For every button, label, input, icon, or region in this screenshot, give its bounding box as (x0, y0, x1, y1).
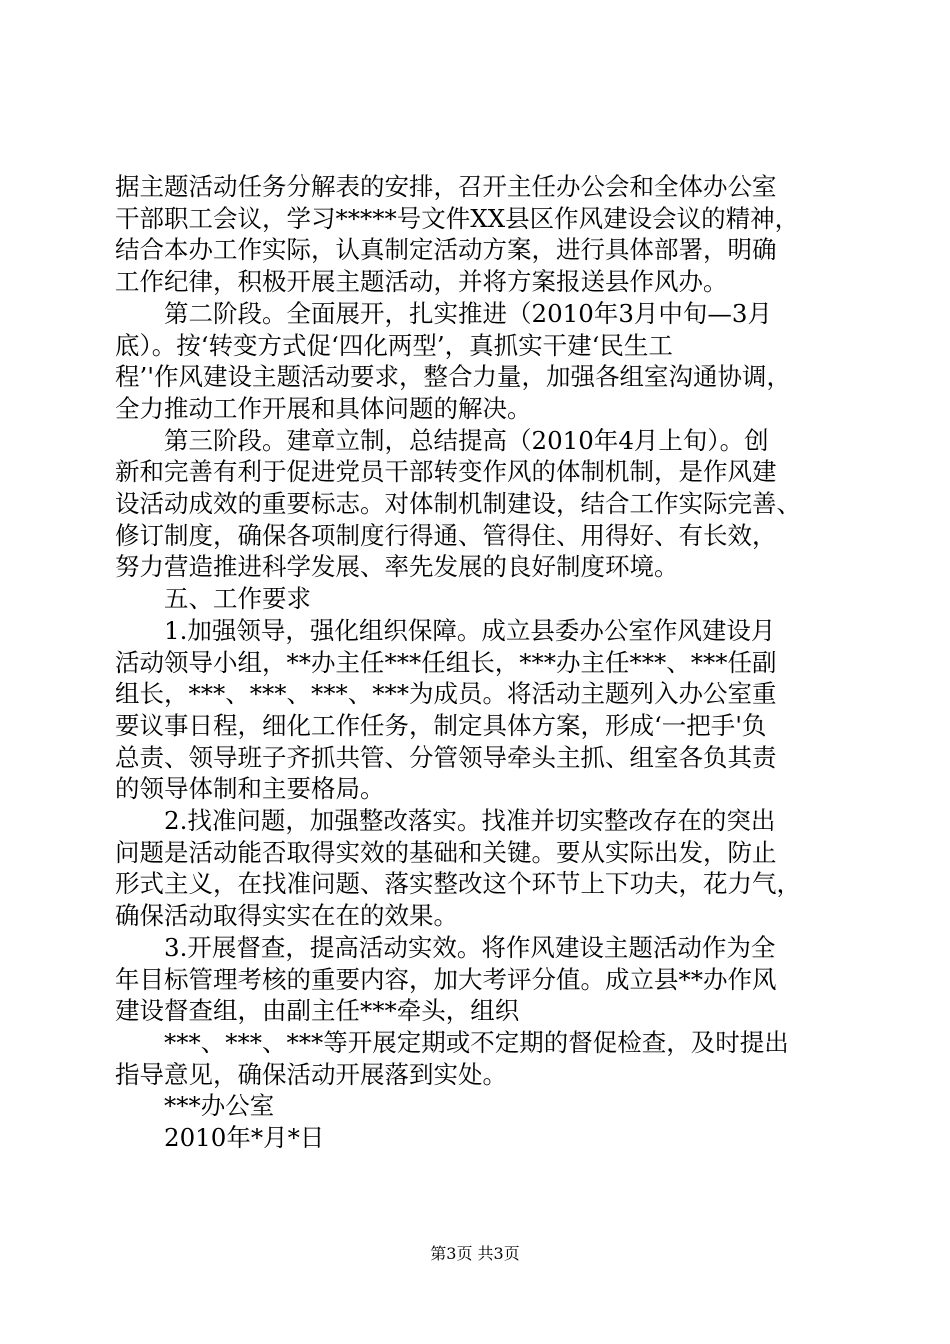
text-line: 工作纪律，积极开展主题活动，并将方案报送县作风办。 (115, 267, 728, 297)
text-line: 要议事日程，细化工作任务，制定具体方案，形成‘一把手'负 (115, 710, 767, 740)
text-line: 底）。按‘转变方式促‘四化两型’，真抓实干建‘民生工 (115, 330, 673, 360)
text-line: 指导意见，确保活动开展落到实处。 (115, 1059, 507, 1089)
text-line: 第三阶段。建章立制，总结提高（2010年4月上旬）。创 (115, 425, 769, 455)
text-line: 建设督查组，由副主任***牵头，组织 (115, 996, 520, 1026)
text-line: 的领导体制和主要格局。 (115, 774, 385, 804)
text-line: ***、***、***等开展定期或不定期的督促检查，及时提出 (115, 1027, 789, 1057)
text-line: 据主题活动任务分解表的安排，召开主任办公会和全体办公室 (115, 172, 777, 201)
text-line: 2.找准问题，加强整改落实。找准并切实整改存在的突出 (115, 806, 776, 836)
document-body (115, 171, 835, 1154)
signature-office: ***办公室 (115, 1091, 275, 1121)
text-line: 组长，***、***、***、***为成员。将活动主题列入办公室重 (115, 679, 777, 709)
text-line: 确保活动取得实实在在的效果。 (115, 901, 458, 931)
text-line: 干部职工会议，学习*****号文件XX县区作风建设会议的精神， (115, 203, 800, 233)
text-line: 形式主义，在找准问题、落实整改这个环节上下功夫，花力气， (115, 869, 801, 899)
text-line: 新和完善有利于促进党员干部转变作风的体制机制，是作风建 (115, 457, 777, 487)
section-heading: 五、工作要求 (115, 584, 311, 614)
text-line: 结合本办工作实际，认真制定活动方案，进行具体部署，明确 (115, 235, 777, 265)
text-line: 年目标管理考核的重要内容，加大考评分值。成立县**办作风 (115, 964, 777, 994)
text-line: 第二阶段。全面展开，扎实推进（2010年3月中旬—3月 (115, 298, 773, 328)
text-line: 总责、领导班子齐抓共管、分管领导牵头主抓、组室各负其责 (115, 742, 777, 772)
page-number: 第3页 共3页 (430, 1244, 520, 1263)
text-line: 全力推动工作开展和具体问题的解决。 (115, 393, 532, 423)
text-line: 努力营造推进科学发展、率先发展的良好制度环境。 (115, 552, 679, 582)
text-line: 设活动成效的重要标志。对体制机制建设，结合工作实际完善、 (115, 489, 801, 519)
text-line: 3.开展督查，提高活动实效。将作风建设主题活动作为全 (115, 932, 776, 962)
text-line: 程’'作风建设主题活动要求，整合力量，加强各组室沟通协调， (115, 362, 792, 392)
page-footer (0, 1244, 950, 1264)
text-line: 1.加强领导，强化组织保障。成立县委办公室作风建设月 (115, 615, 776, 645)
text-line: 修订制度，确保各项制度行得通、管得住、用得好、有长效， (115, 520, 777, 550)
text-line: 问题是活动能否取得实效的基础和关键。要从实际出发，防止 (115, 837, 777, 867)
signature-date: 2010年*月*日 (115, 1123, 325, 1153)
text-line: 活动领导小组，**办主任***任组长，***办主任***、***任副 (115, 647, 777, 677)
